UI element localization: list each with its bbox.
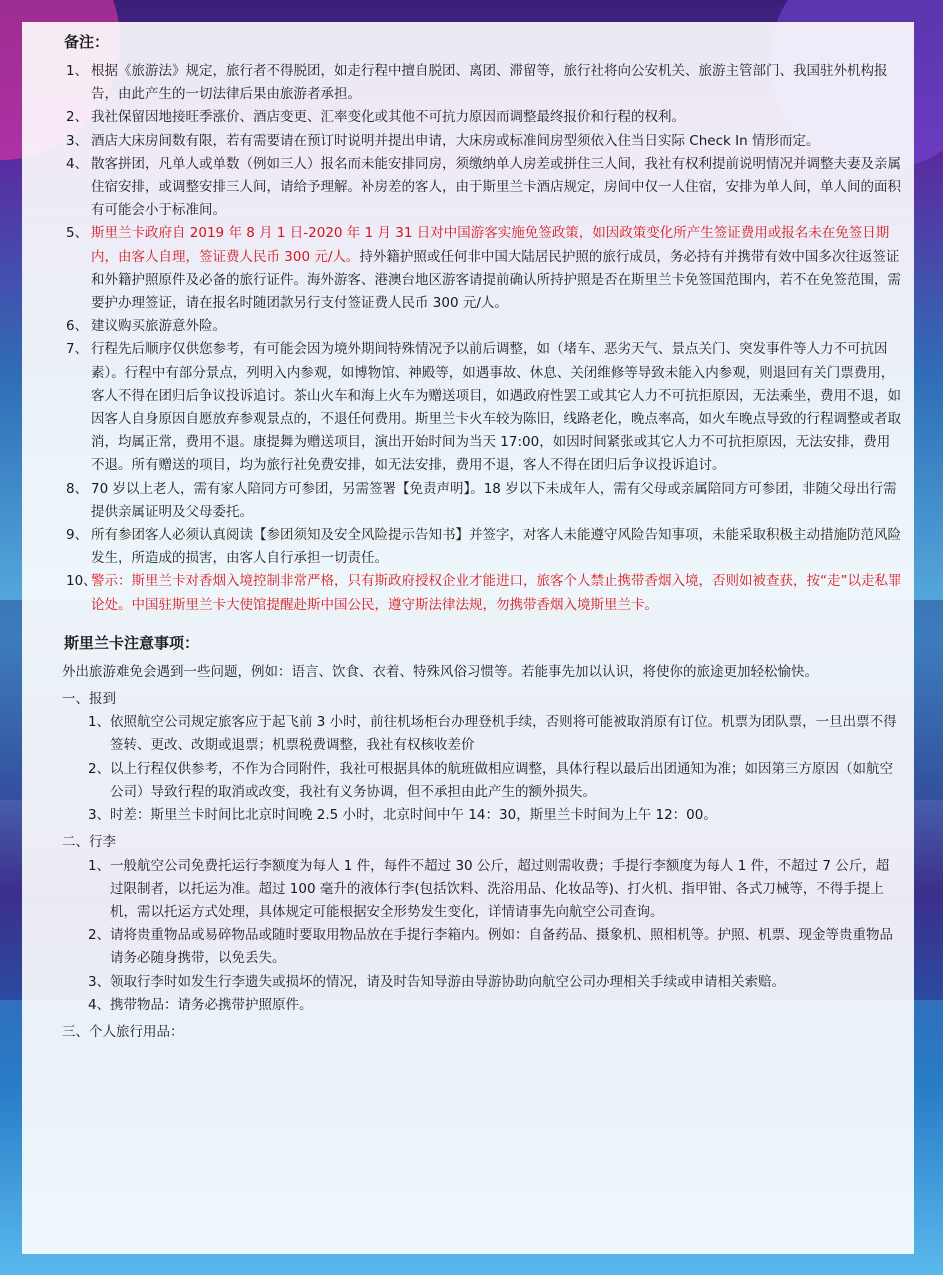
note-number: 6、 (66, 318, 89, 335)
note-text: 我社保留因地接旺季涨价、酒店变更、汇率变化或其他不可抗力原因而调整最终报价和行程的权利。 (91, 109, 685, 126)
note-text: 酒店大床房间数有限，若有需要请在预订时说明并提出申请，大床房或标准间房型须依入住当日实际 Check In 情形而定。 (91, 132, 820, 149)
document-body (62, 30, 902, 1044)
note-text: 所有参团客人必须认真阅读【参团须知及安全风险提示告知书】并签字，对客人未能遵守风险告知事项，未能采取积极主动措施防范风险发生，所造成的损害，由客人自行承担一切责任。 (91, 527, 901, 567)
note-number: 3、 (66, 132, 89, 149)
section-item-number: 1、 (88, 714, 111, 731)
section-item-number: 2、 (88, 927, 111, 944)
note-item (62, 130, 902, 153)
note-number: 1、 (66, 63, 89, 79)
section-item-text: 依照航空公司规定旅客应于起飞前 3 小时，前往机场柜台办理登机手续，否则将可能被取消原有订位。机票为团队票，一旦出票不得签转、更改、改期或退票；机票税费调整，我社有权核收差价 (110, 714, 897, 754)
note-item (62, 222, 902, 315)
section-item (62, 971, 902, 994)
precautions-intro: 外出旅游难免会遇到一些问题，例如：语言、饮食、衣着、特殊风俗习惯等。若能事先加以认识，将使你的旅途更加轻松愉快。 (62, 663, 818, 680)
note-number: 9、 (66, 527, 89, 544)
section-item (62, 855, 902, 925)
section-item-number: 3、 (88, 973, 111, 990)
section-item (62, 711, 902, 757)
section-item-text: 领取行李时如发生行李遗失或损坏的情况，请及时告知导游由导游协助向航空公司办理相关手续或申请相关索赔。 (110, 973, 785, 990)
note-item (62, 106, 902, 129)
note-warning-text: 警示：斯里兰卡对香烟入境控制非常严格，只有斯政府授权企业才能进口，旅客个人禁止携带香烟入境，否则如被查获，按“走”以走私罪论处。中国驻斯里兰卡大使馆提醒赴斯中国公民，遵守斯法律法规，勿携带香烟入境斯里兰卡。 (91, 573, 902, 613)
note-number: 4、 (66, 155, 89, 172)
note-item (62, 153, 902, 223)
note-text: 散客拼团，凡单人或单数（例如三人）报名而未能安排同房，须缴纳单人房差或拼住三人间，我社有权利提前说明情况并调整夫妻及亲属住宿安排，或调整安排三人间，请给予理解。补房差的客人，由于斯里兰卡酒店规定，房间中仅一人住宿，安排为单人间，单人间的面积有可能会小于标准间。 (91, 155, 901, 219)
note-item (62, 315, 902, 338)
section-heading: 三、个人旅行用品： (62, 1023, 184, 1040)
section-item-number: 4、 (88, 996, 111, 1013)
note-text: 持外籍护照或任何非中国大陆居民护照的旅行成员，务必持有并携带有效中国多次往返签证和外籍护照原件及必备的旅行证件。海外游客、港澳台地区游客请提前确认所持护照是否在斯里兰卡免签国范围内，若不在免签范围，需要护办理签证，请在报名时随团款另行支付签证费人民币 300 元/人。 (91, 248, 901, 312)
section-item-number: 3、 (88, 807, 111, 824)
notes-list (62, 60, 902, 617)
note-number: 2、 (66, 109, 89, 126)
section-item-text: 请将贵重物品或易碎物品或随时要取用物品放在手提行李箱内。例如：自备药品、摄象机、照相机等。护照、机票、现金等贵重物品请务必随身携带，以免丢失。 (110, 927, 893, 967)
section-item-text: 时差：斯里兰卡时间比北京时间晚 2.5 小时，北京时间中午 14：30，斯里兰卡时间为上午 12：00。 (110, 807, 717, 824)
section-item-text: 以上行程仅供参考，不作为合同附件，我社可根据具体的航班做相应调整，具体行程以最后出团通知为准；如因第三方原因（如航空公司）导致行程的取消或改变，我社有义务协调，但不承担由此产生的额外损失。 (110, 760, 893, 800)
section-item (62, 758, 902, 804)
section-item-number: 2、 (88, 760, 111, 777)
section-heading: 一、报到 (62, 691, 116, 708)
section-item (62, 994, 902, 1017)
note-item (62, 338, 902, 477)
section-item-text: 一般航空公司免费托运行李额度为每人 1 件，每件不超过 30 公斤，超过则需收费；手提行李额度为每人 1 件，不超过 7 公斤，超过限制者，以托运为准。超过 100 毫升的液体行李(包括饮料、洗浴用品、化妆品等)、打火机、指甲钳、各式刀械等，不得手提上机，需以托运方式处理，具体规定可能根据安全形势发生变化，详情请事先向航空公司查询。 (110, 857, 890, 920)
section-heading: 二、行李 (62, 834, 116, 851)
note-text: 行程先后顺序仅供您参考，有可能会因为境外期间特殊情况予以前后调整，如（堵车、恶劣天气、景点关门、突发事件等人力不可抗因素）。行程中有部分景点，列明入内参观，如博物馆、神殿等，如遇事故、休息、关闭维修等导致未能入内参观，则退回有关门票费用，客人不得在团归后争议投诉追讨。茶山火车和海上火车为赠送项目，如遇政府性罢工或其它人力不可抗拒原因，无法乘坐，费用不退，如因客人自身原因自愿放弃参观景点的，不退任何费用。斯里兰卡火车较为陈旧，线路老化，晚点率高，如火车晚点导致的行程调整或者取消，均属正常，费用不退。康提舞为赠送项目，演出开始时间为当天 17:00，如因时间紧张或其它人力不可抗拒原因，无法安排，费用不退。所有赠送的项目，均为旅行社免费安排，如无法安排，费用不退，客人不得在团归后争议投诉追讨。 (91, 341, 901, 474)
section-item (62, 924, 902, 970)
note-number: 10、 (66, 573, 97, 590)
section-item-text: 携带物品：请务必携带护照原件。 (110, 996, 313, 1013)
section-item (62, 804, 902, 827)
section-item-number: 1、 (88, 857, 111, 874)
precautions-title: 斯里兰卡注意事项： (64, 633, 200, 652)
notes-title: 备注： (64, 33, 110, 51)
precautions-sections (62, 688, 902, 1044)
note-text: 建议购买旅游意外险。 (91, 318, 226, 335)
note-item (62, 478, 902, 524)
note-item (62, 524, 902, 570)
note-number: 5、 (66, 225, 89, 242)
note-item (62, 60, 902, 106)
note-number: 8、 (66, 480, 89, 497)
note-item (62, 570, 902, 616)
note-text: 70 岁以上老人，需有家人陪同方可参团，另需签署【免责声明】。18 岁以下未成年人，需有父母或亲属陪同方可参团，非随父母出行需提供亲属证明及父母委托。 (91, 480, 897, 520)
note-warning-text: 斯里兰卡政府自 2019 年 8 月 1 日-2020 年 1 月 31 日对中国游客实施免签政策，如因政策变化所产生签证费用或报名未在免签日期内，由客人自理，签证费人民币 300 元/人。 (91, 225, 890, 265)
note-text: 根据《旅游法》规定，旅行者不得脱团，如走行程中擅自脱团、离团、滞留等，旅行社将向公安机关、旅游主管部门、我国驻外机构报告，由此产生的一切法律后果由旅游者承担。 (91, 63, 888, 103)
note-number: 7、 (66, 341, 89, 358)
